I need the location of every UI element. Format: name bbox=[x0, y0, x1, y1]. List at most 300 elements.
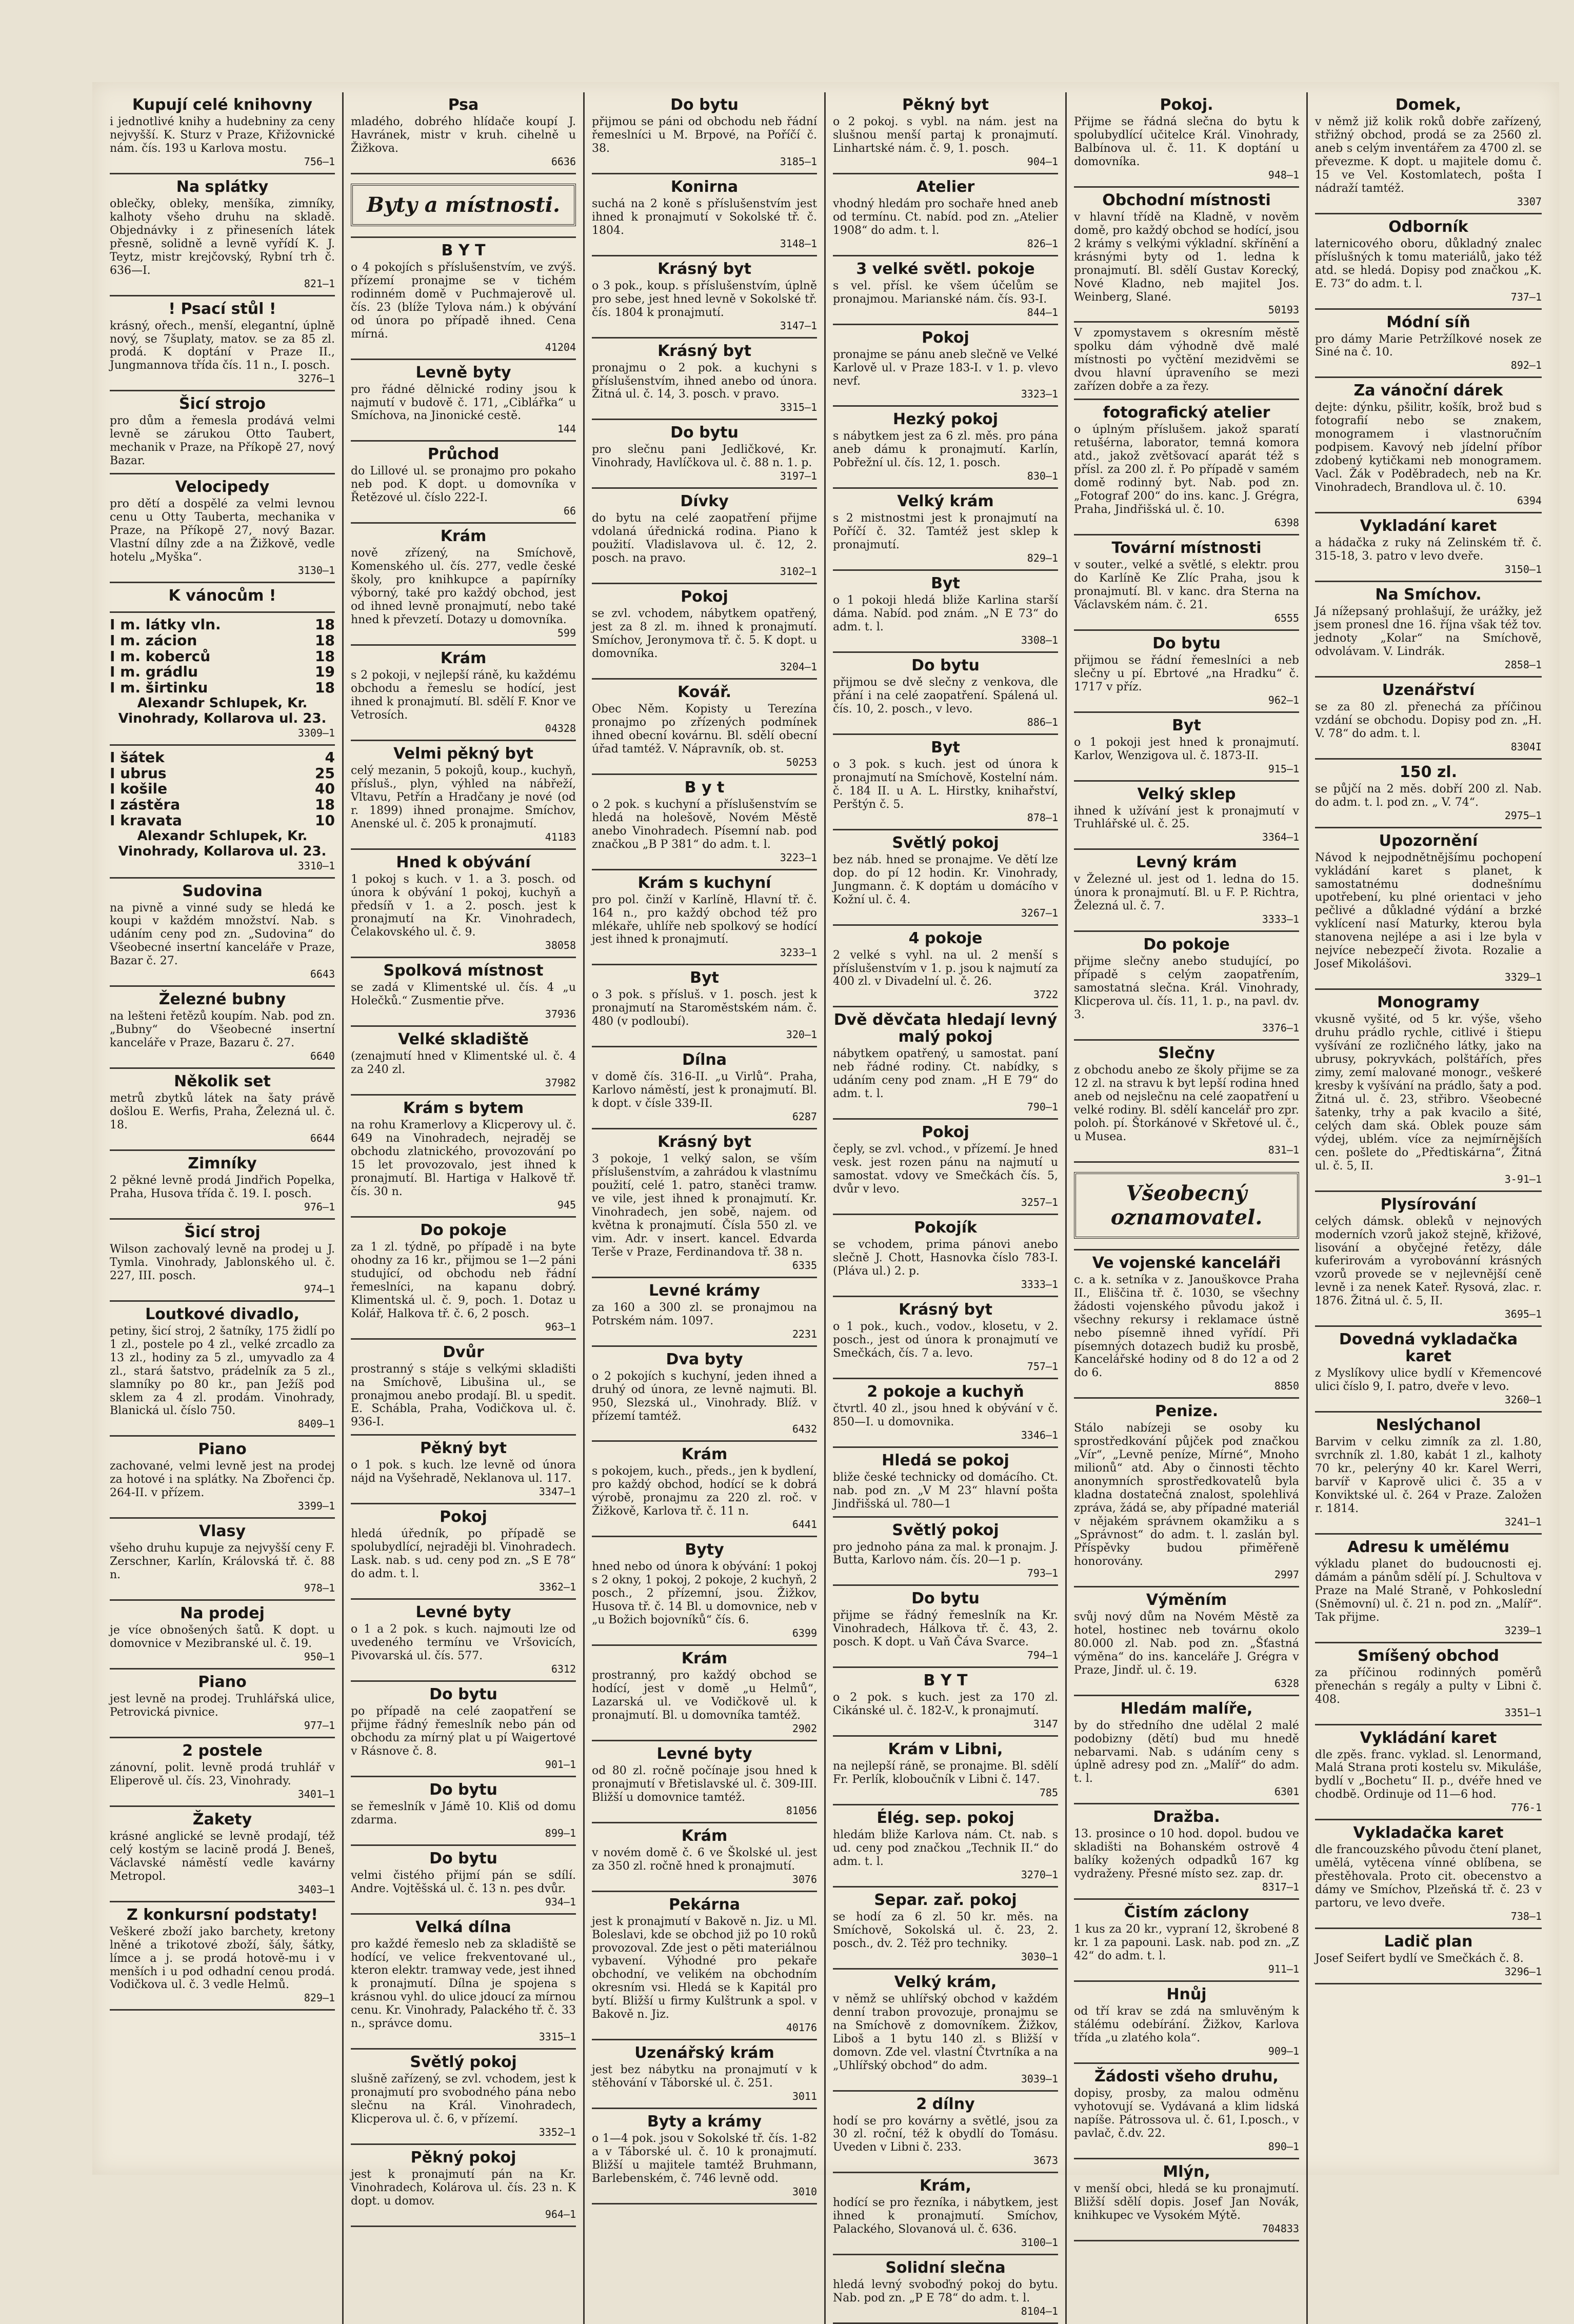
ad-heading: Levné krámy bbox=[649, 1281, 760, 1300]
ad-code: 3011 bbox=[792, 2090, 817, 2103]
ad-text: jest levně na prodej. Truhlářská ulice, Petrovická pivnice. bbox=[110, 1693, 335, 1719]
ad-heading: Dílna bbox=[682, 1051, 727, 1069]
ad-heading: Pokoj bbox=[681, 588, 728, 606]
classified-ad bbox=[351, 360, 576, 442]
ad-heading: Konirna bbox=[670, 177, 739, 196]
ad-text: nově zřízený, na Smíchově, Komenského ul. čís. 277, vedle české školy, pro knihkupce a papírníky výborný, také pro každý obchod, jest od ihned levně pronajmutí, nebo také hned k převzetí. Dotazy u domovníka. bbox=[351, 547, 576, 627]
ad-code: 3333—1 bbox=[1262, 913, 1299, 926]
ad-text: po případě na celé zaopatření se přijme řádný řemeslník nebo pán od obchodu za mírný plat u pí Waigertové v Rásnove č. 8. bbox=[351, 1704, 576, 1758]
ad-text: s vel. přísl. ke všem účelům se pronajmou. Marianské nám. čís. 93-I. bbox=[833, 279, 1058, 306]
classified-ad bbox=[833, 1215, 1058, 1297]
ad-code: 41183 bbox=[545, 830, 576, 843]
ad-code: 3-91—1 bbox=[1504, 1173, 1542, 1185]
ad-text: přijmou se dvě slečny z venkova, dle přání i na celé zaopatření. Spálená ul. čís. 10, 2. posch., v levo. bbox=[833, 676, 1058, 716]
ad-text: i jednotlivé knihy a hudebniny za ceny nejvyšší. K. Sturz v Praze, Křižovnické nám. čís. 193 u Karlova mostu. bbox=[110, 115, 335, 155]
classified-ad bbox=[833, 571, 1058, 653]
classified-ad bbox=[592, 680, 817, 775]
ad-heading: Krám bbox=[681, 1445, 728, 1464]
classified-ad bbox=[1074, 1399, 1299, 1587]
ad-text: 1 kus za 20 kr., vypraní 12, škrobené 8 kr. 1 za papouni. Lask. nab. pod zn. „Z 42“ do adm. t. l. bbox=[1074, 1923, 1299, 1963]
classified-ad bbox=[833, 174, 1058, 256]
ad-text: dle zpěs. franc. vyklad. sl. Lenormand, Malá Strana proti kostelu sv. Mikuláše, bydlí v „Bochetu“ II. p., dvéře hned ve chodbě. Ordinuje od 11—6 hod. bbox=[1315, 1748, 1542, 1801]
classified-ad bbox=[110, 1437, 335, 1519]
ad-text: zánovní, polit. levně prodá truhlář v Eliperově ul. čís. 23, Vinohrady. bbox=[110, 1761, 335, 1787]
ad-code: 976—1 bbox=[304, 1200, 335, 1213]
classified-ad bbox=[110, 583, 335, 613]
ad-heading: Krám v Libni, bbox=[888, 1740, 1003, 1759]
ad-code: 6287 bbox=[792, 1110, 817, 1123]
ad-code: 50193 bbox=[1268, 304, 1299, 316]
classified-ad bbox=[110, 1519, 335, 1601]
ad-code: 3346—1 bbox=[1021, 1428, 1058, 1441]
ad-heading: Piano bbox=[198, 1673, 247, 1692]
classified-ad bbox=[110, 1670, 335, 1738]
ad-heading: Krám bbox=[681, 1650, 728, 1668]
classified-ad bbox=[351, 741, 576, 850]
ad-heading: Do pokoje bbox=[1143, 936, 1230, 954]
ad-code: 974—1 bbox=[304, 1282, 335, 1295]
ad-code: 3241—1 bbox=[1504, 1515, 1542, 1528]
ad-heading: Dvě děvčata hledají levný malý pokoj bbox=[833, 1011, 1058, 1046]
section-title-box: Byty a místnosti. bbox=[351, 184, 576, 226]
ad-heading: Krásný byt bbox=[658, 1133, 751, 1151]
ad-heading: Pěkný byt bbox=[902, 96, 989, 114]
classified-ad bbox=[833, 2173, 1058, 2255]
classified-ad bbox=[110, 1302, 335, 1437]
ad-code: 38058 bbox=[545, 939, 576, 952]
classified-ad bbox=[833, 1586, 1058, 1668]
ad-heading: Žádosti všeho druhu, bbox=[1094, 2067, 1279, 2085]
price-value: 18 bbox=[315, 615, 335, 633]
classified-ad bbox=[110, 391, 335, 474]
ad-code: 50253 bbox=[786, 756, 817, 768]
ad-code: 3267—1 bbox=[1021, 906, 1058, 919]
ad-text: za 160 a 300 zl. se pronajmou na Potrském nám. 1097. bbox=[592, 1301, 817, 1327]
ad-signature: Alexandr Schlupek, Kr. Vinohrady, Kollarova ul. 23. bbox=[118, 828, 327, 859]
ad-text: 3 pokoje, 1 velký salon, se vším příslušenstvím, a zahrádou k vlastnímu použití, celé 1. patro, staněci tramw. ve vile, jest ihned k pronajmutí. Kr. Vinohradech, jen sobě, najem. od května k pronajmutí. Čísla 550 zl. ve vim. Adr. v insert. kancel. Edvarda Terše v Praze, Ferdinandova tř. 38 n. bbox=[592, 1153, 817, 1259]
ad-text: se za 80 zl. přenechá za příčinou vzdání se obchodu. Dopisy pod zn. „H. V. 78“ do adm. t. l. bbox=[1315, 700, 1542, 740]
ad-code: 3323—1 bbox=[1021, 388, 1058, 401]
classified-ad bbox=[833, 1970, 1058, 2092]
ad-code: 704833 bbox=[1262, 2222, 1299, 2235]
ad-text: hodí se pro kovárny a světlé, jsou za 30 zl. roční, též k obydlí do Tomásu. Uveden v Libni č. 233. bbox=[833, 2114, 1058, 2154]
ad-code: 2902 bbox=[792, 1722, 817, 1735]
classified-ad bbox=[351, 1915, 576, 2050]
ad-heading: Levné byty bbox=[656, 1744, 752, 1763]
ad-code: 785 bbox=[1039, 1786, 1058, 1799]
ad-code: 37936 bbox=[545, 1008, 576, 1021]
classified-ad bbox=[833, 1297, 1058, 1379]
classified-ad bbox=[592, 1892, 817, 2041]
ad-text: ihned k užívání jest k pronajmutí v Truhlářské ul. č. 25. bbox=[1074, 804, 1299, 831]
ad-code: 909—1 bbox=[1268, 2044, 1299, 2057]
classified-ad bbox=[1074, 1163, 1299, 1250]
ad-text: se zvl. vchodem, nábytkem opatřený, jest za 8 zl. m. ihned k pronajmutí. Smíchov, Jeronymova tř. č. 5. K dopt. u domovníka. bbox=[592, 607, 817, 661]
price-row bbox=[110, 649, 335, 665]
classified-ad bbox=[110, 1807, 335, 1902]
ad-heading: B y t bbox=[684, 778, 725, 797]
classified-ad bbox=[833, 1448, 1058, 1518]
classified-ad bbox=[1315, 214, 1542, 310]
ad-code: 3148—1 bbox=[780, 237, 817, 250]
ad-heading: Čistím záclony bbox=[1124, 1903, 1249, 1922]
classified-ad bbox=[1074, 92, 1299, 188]
ad-text: celý mezanin, 5 pokojů, koup., kuchyň, přísluš., plyn, výhled na nábřeží, Vltavu, Petřín a Hradčany je nové (od r. 1899) ihned pronajme. Smíchov, Anenské ul. č. 205 k pronajmutí. bbox=[351, 764, 576, 830]
price-value: 18 bbox=[315, 796, 335, 813]
column-3 bbox=[585, 92, 826, 2324]
classified-ad bbox=[1315, 582, 1542, 678]
ad-code: 3673 bbox=[1033, 2154, 1058, 2167]
ad-code: 757—1 bbox=[1027, 1360, 1058, 1373]
ad-heading: Z konkursní podstaty! bbox=[127, 1905, 318, 1924]
classified-ad bbox=[351, 1436, 576, 1504]
ad-code: 6432 bbox=[792, 1423, 817, 1436]
ad-text: se půjčí na 2 měs. dobří 200 zl. Nab. do adm. t. l. pod zn. „ V. 74“. bbox=[1315, 782, 1542, 809]
ad-text: na pivně a vinné sudy se hledá ke koupi v každém množství. Nab. s udáním ceny pod zn. „Sudovina“ do Všeobecné insertní kanceláře v Praze, Bazar č. 27. bbox=[110, 901, 335, 968]
ad-heading: Ladič plan bbox=[1384, 1933, 1473, 1951]
ad-text: hledám bliže Karlova nám. Ct. nab. s ud. ceny pod značkou „Technik II.“ do adm. t. l. bbox=[833, 1829, 1058, 1868]
ad-heading: Do bytu bbox=[429, 1780, 497, 1799]
ad-heading: Solidní slečna bbox=[885, 2259, 1006, 2277]
classified-ad bbox=[351, 2145, 576, 2227]
ad-code: 3276—1 bbox=[297, 372, 335, 385]
classified-ad bbox=[110, 1601, 335, 1670]
ad-text: 2 velké s vyhl. na ul. 2 menší s příslušenstvím v 1. p. jsou k najmutí za 400 zl. v Divadelní ul. č. 26. bbox=[833, 948, 1058, 988]
ad-code: 904—1 bbox=[1027, 155, 1058, 168]
ad-text: čtvrtl. 40 zl., jsou hned k obývání v č. 850—I. u domovnika. bbox=[833, 1402, 1058, 1428]
ad-code: 3239—1 bbox=[1504, 1624, 1542, 1637]
ad-text: suchá na 2 koně s příslušenstvím jest ihned k pronajmutí v Sokolské tř. č. 1804. bbox=[592, 197, 817, 237]
column-6 bbox=[1308, 92, 1549, 2324]
ad-text: Josef Seifert bydlí ve Smečkách č. 8. bbox=[1315, 1952, 1524, 1965]
classified-ad bbox=[110, 1151, 335, 1220]
classified-ad bbox=[351, 1504, 576, 1600]
ad-text: přijmou se páni od obchodu neb řádní řemeslníci u M. Brpové, na Poříčí č. 38. bbox=[592, 115, 817, 155]
ad-code: 6643 bbox=[310, 968, 335, 981]
classified-ad bbox=[1074, 1900, 1299, 1982]
ad-text: pronajme se pánu aneb slečně ve Velké Karlově ul. v Praze 183-I. v 1. p. vlevo nevf. bbox=[833, 348, 1058, 388]
classified-ad bbox=[1315, 1327, 1542, 1413]
classified-ad bbox=[1074, 188, 1299, 323]
ad-code: 3102—1 bbox=[780, 565, 817, 578]
ad-text: s 2 mistnostmi jest k pronajmutí na Poříčí č. 32. Tamtéž jest sklep k pronajmutí. bbox=[833, 512, 1058, 552]
classified-ad bbox=[833, 407, 1058, 489]
ad-heading: ! Psací stůl ! bbox=[168, 300, 276, 318]
ad-heading: Výměním bbox=[1146, 1591, 1227, 1609]
ad-code: 3315—1 bbox=[539, 2031, 576, 2043]
ad-code: 3296—1 bbox=[1504, 1965, 1542, 1978]
ad-heading: Do bytu bbox=[911, 657, 980, 675]
ad-heading: Levné byty bbox=[415, 1603, 511, 1622]
ad-heading: Odborník bbox=[1388, 217, 1468, 236]
ad-heading: Pokojík bbox=[914, 1219, 977, 1237]
ad-code: 41204 bbox=[545, 341, 576, 353]
ad-code: 756—1 bbox=[304, 155, 335, 168]
ad-text: pro jednoho pána za mal. k pronajm. J. Butta, Karlovo nám. čís. 20—1 p. bbox=[833, 1540, 1058, 1567]
ad-text: pro dětí a dospělé za velmi levnou cenu u Otty Tauberta, mechanika v Praze, na Příkopě 27, nový Bazar. Vlastní dílny zde a na Žižkově, vedle hotelu „Myška“. bbox=[110, 498, 335, 564]
ad-text: do bytu na celé zaopatření přijme vdolaná úřednická rodina. Piano k použití. Vladislavova ul. č. 12, 2. posch. na pravo. bbox=[592, 512, 817, 565]
ad-code: 6441 bbox=[792, 1518, 817, 1531]
ad-heading: 2 pokoje a kuchyň bbox=[867, 1382, 1024, 1401]
ad-code: 40176 bbox=[786, 2021, 817, 2034]
price-value: 10 bbox=[315, 811, 335, 829]
ad-code: 3401—1 bbox=[297, 1787, 335, 1800]
classified-ad bbox=[110, 1220, 335, 1302]
column-1 bbox=[103, 92, 344, 2324]
classified-ad bbox=[592, 1129, 817, 1278]
classified-ad bbox=[1074, 782, 1299, 850]
ad-heading: Krám bbox=[681, 1826, 728, 1845]
ad-heading: Pekárna bbox=[669, 1895, 740, 1914]
classified-ad bbox=[110, 92, 335, 174]
ad-text: hned nebo od února k obývání: 1 pokoj s 2 okny, 1 pokoj, 2 pokoje, 2 kuchyň, 2 posch., 2 přízemní, jsou. Žižkov, Husova tř. č. 14 Bl. u domovnice, neb v „u Božich bojovníků“ čís. 6. bbox=[592, 1560, 817, 1627]
ad-text: přijme slečny anebo studující, po případě s celým zaopatřením, samostatná slečna. Král. Vinohrady, Klicperova ul. čís. 11, 1. p., na pavl. dv. 3. bbox=[1074, 955, 1299, 1022]
ad-text: dopisy, prosby, za malou odměnu vyhotovují se. Vydávaná a klim lidská napíše. Pátrossova ul. č. 61, I.posch., v pavlač, č.dv. 22. bbox=[1074, 2087, 1299, 2140]
ad-heading: Do bytu bbox=[429, 1685, 497, 1703]
ad-text: v menší obci, hledá se ku pronajmutí. Bližší sdělí dopis. Josef Jan Novák, knihkupec ve Vysokém Mýtě. bbox=[1074, 2182, 1299, 2222]
ad-text: Já nížepsaný prohlašují, že urážky, jež jsem pronesl dne 16. října však též tov. jednoty „Kolar“ na Smíchově, odvolávam. V. Lindrák. bbox=[1315, 605, 1542, 658]
ad-heading: K vánocům ! bbox=[168, 586, 276, 605]
ad-text: zachované, velmi levně jest na prodej za hotové i na splátky. Na Zbořenci čp. 264-II. v přízem. bbox=[110, 1460, 335, 1500]
ad-heading: Slečny bbox=[1158, 1044, 1215, 1063]
ad-text: V zpomystavem s okresním městě spolku dám výhodně dvě malé místnosti po vyčtění mezidvěmi se dvou hlavní úpraveního se mezi zařízen dobře a za řezy. bbox=[1074, 327, 1299, 393]
classified-ad bbox=[110, 1738, 335, 1807]
ad-text: se hodí za 6 zl. 50 kr. měs. na Smíchově, Sokolská ul. č. 23, 2. posch., dv. 2. Též pro techniky. bbox=[833, 1910, 1058, 1950]
ad-heading: Ve vojenské kanceláři bbox=[1092, 1254, 1281, 1272]
ad-heading: fotografický atelier bbox=[1103, 404, 1270, 422]
classified-ad bbox=[833, 735, 1058, 830]
classified-ad bbox=[351, 1600, 576, 1682]
ad-heading: 2 postele bbox=[182, 1741, 263, 1760]
ad-text: hledá levný svoboďný pokoj do bytu. Nab. pod zn. „P E 78“ do adm. t. l. bbox=[833, 2278, 1058, 2305]
ad-code: 3309—1 bbox=[297, 726, 335, 739]
ad-heading: Uzenářství bbox=[1382, 681, 1475, 699]
price-item: I m. grádlu bbox=[110, 663, 198, 681]
price-row bbox=[110, 766, 335, 782]
ad-heading: Uzenářský krám bbox=[634, 2044, 774, 2062]
price-row bbox=[110, 750, 335, 766]
classified-ad bbox=[1074, 1041, 1299, 1163]
ad-text: o 3 pok. s kuch. jest od února k pronajmutí na Smíchově, Kostelní nám. č. 184 II. u A. L. Hirstky, knihařství, Perštýn č. 5. bbox=[833, 758, 1058, 811]
ad-text: oblečky, obleky, menšíka, zimníky, kalhoty všeho druhu na skladě. Objednávky i z přineseních látek přesně, solidně a levně vyřídí K. J. Teytz, mistr krejčovský, Rybní trh č. 636—I. bbox=[110, 197, 335, 277]
classified-ad bbox=[592, 1047, 817, 1129]
ad-text: se zadá v Klimentské ul. čís. 4 „u Holečků.“ Zusmentie přve. bbox=[351, 981, 576, 1008]
ad-heading: B Y T bbox=[441, 241, 486, 260]
ad-heading: Na splátky bbox=[176, 177, 269, 196]
ad-heading: Monogramy bbox=[1377, 994, 1480, 1012]
ad-code: 3403—1 bbox=[297, 1883, 335, 1896]
ad-text: v Železné ul. jest od 1. ledna do 15. února k pronajmutí. Bl. u F. P. Richtra, Železná ul. č. 7. bbox=[1074, 873, 1299, 913]
price-item: I šátek bbox=[110, 748, 165, 766]
classified-ad bbox=[1074, 323, 1299, 400]
ad-text: v němž již kolik roků dobře zařízený, střižný obchod, prodá se za 2560 zl. aneb s celým inventářem za 4700 zl. se převezme. K dopt. u majitele domu č. 15 ve Vel. Kostomlatech, pošta I nádraží tamtéž. bbox=[1315, 115, 1542, 195]
classified-ad bbox=[592, 92, 817, 174]
price-value: 18 bbox=[315, 647, 335, 665]
ad-code: 3315—1 bbox=[780, 401, 817, 414]
ad-code: 911—1 bbox=[1268, 1963, 1299, 1976]
price-row bbox=[110, 680, 335, 696]
classified-ad bbox=[351, 850, 576, 959]
classified-ad bbox=[110, 1069, 335, 1151]
ad-heading: Hezký pokoj bbox=[893, 410, 998, 429]
classified-ad bbox=[110, 1902, 335, 2011]
ad-code: 978—1 bbox=[304, 1582, 335, 1595]
ad-text: s 2 pokoji, v nejlepší ráně, ku každému obchodu a řemeslu se hodící, jest ihned k pronajmutí. Bl. sdělí F. Knor ve Vetrosích. bbox=[351, 669, 576, 722]
ad-text: o 3 pok. s přísluš. v 1. posch. jest k pronajmutí na Staroměstském nám. č. 480 (v podloubí). bbox=[592, 988, 817, 1028]
classified-ad bbox=[833, 325, 1058, 407]
ad-text: pro každé řemeslo neb za skladiště se hodící, ve velice frekventované ul., kteron elektr. tramway vede, jest ihned k pronajmutí. Dílna je spojena s krásnou vyhl. do ulice jdoucí za mírnou cenu. Kr. Vinohrady, Palackého tř. č. 33 n., správce domu. bbox=[351, 1937, 576, 2031]
ad-code: 964—1 bbox=[545, 2208, 576, 2220]
ad-code: 963—1 bbox=[545, 1320, 576, 1333]
ad-heading: Hnůj bbox=[1166, 1985, 1207, 2004]
ad-text: pro dům a řemesla prodává velmi levně se zárukou Otto Taubert, mechanik v Praze, na Příkopě 27, nový Bazar. bbox=[110, 414, 335, 468]
classified-ad bbox=[592, 2040, 817, 2109]
ad-text: a hádačka z ruky ná Zelinském tř. č. 315-18, 3. patro v levo dveře. bbox=[1315, 537, 1542, 563]
ad-code: 6399 bbox=[792, 1627, 817, 1640]
ad-text: přijme se řádný řemeslník na Kr. Vinohradech, Hálkova tř. č. 43, 2. posch. K dopt. u Vaň Čáva Svarce. bbox=[833, 1609, 1058, 1649]
ad-code: 737—1 bbox=[1510, 290, 1542, 303]
ad-heading: Spolková místnost bbox=[383, 962, 544, 980]
classified-ad bbox=[1315, 1535, 1542, 1643]
classified-ad bbox=[833, 653, 1058, 735]
price-value: 18 bbox=[315, 631, 335, 649]
ad-heading: Do bytu bbox=[670, 96, 739, 114]
ad-code: 144 bbox=[557, 423, 576, 435]
ad-code: 3204—1 bbox=[780, 660, 817, 673]
classified-ad bbox=[833, 2255, 1058, 2324]
ad-text: s nábytkem jest za 6 zl. měs. pro pána aneb dámu k pronajmutí. Karlín, Pobřežní ul. čís. 12, 1. posch. bbox=[833, 430, 1058, 470]
ad-code: 3308—1 bbox=[1021, 634, 1058, 647]
ad-text: velmi čistého přijmí pán se sdílí. Andre. Vojtěšská ul. č. 13 n. pes dvůr. bbox=[351, 1869, 576, 1895]
classified-ad bbox=[351, 1340, 576, 1436]
ad-code: 8317—1 bbox=[1262, 1881, 1299, 1894]
ad-heading: Na Smíchov. bbox=[1375, 586, 1482, 604]
ad-code: 8409—1 bbox=[297, 1418, 335, 1431]
ad-heading: Železné bubny bbox=[158, 990, 286, 1009]
ad-code: 3257—1 bbox=[1021, 1196, 1058, 1209]
classified-ad bbox=[592, 1823, 817, 1892]
ad-code: 794—1 bbox=[1027, 1649, 1058, 1662]
ad-code: 3722 bbox=[1033, 988, 1058, 1001]
ad-heading: Byt bbox=[1172, 716, 1201, 734]
ad-text: Obec Něm. Kopisty u Terezína pronajmo po zřízených podmínek ihned obecní kovárnu. Bl. sdělí obecní úřad tamtéž. V. Nápravník, ob. st. bbox=[592, 702, 817, 756]
column-5 bbox=[1067, 92, 1308, 2324]
ad-code: 831—1 bbox=[1268, 1143, 1299, 1156]
ad-code: 3310—1 bbox=[297, 859, 335, 872]
ad-code: 8104—1 bbox=[1021, 2305, 1058, 2318]
ad-heading: Pokoj bbox=[440, 1508, 487, 1526]
classified-ad bbox=[1074, 850, 1299, 932]
newspaper-page bbox=[92, 82, 1559, 2318]
ad-heading: Dva byty bbox=[666, 1350, 743, 1368]
price-item: I kravata bbox=[110, 811, 182, 829]
columns-grid bbox=[103, 92, 1549, 2318]
price-item: I košile bbox=[110, 780, 168, 798]
ad-text: Wilson zachovalý levně na prodej u J. Tymla. Vinohrady, Jablonského ul. č. 227, III. posch. bbox=[110, 1242, 335, 1282]
ad-text: v souter., velké a světlé, s elektr. prou do Karlíně Ke Zlíc Praha, jsou k pronajmutí. Bl. v kanc. dra Sterna na Václavském nám. č. 21. bbox=[1074, 558, 1299, 611]
ad-code: 901—1 bbox=[545, 1758, 576, 1771]
classified-ad bbox=[110, 174, 335, 296]
ad-heading: Penize. bbox=[1154, 1402, 1219, 1421]
classified-ad bbox=[592, 1442, 817, 1537]
classified-ad bbox=[1074, 1982, 1299, 2064]
classified-ad bbox=[833, 926, 1058, 1008]
ad-text: všeho druhu kupuje za nejvyšší ceny F. Zerschner, Karlín, Královská tř. č. 88 n. bbox=[110, 1542, 335, 1582]
ad-heading: 2 dílny bbox=[916, 2095, 975, 2113]
ad-code: 2231 bbox=[792, 1327, 817, 1340]
ad-heading: Smíšený obchod bbox=[1357, 1646, 1500, 1665]
price-row bbox=[110, 664, 335, 680]
classified-ad bbox=[592, 870, 817, 966]
ad-text: Veškeré zboží jako barchety, kretony lněné a trikotové zboží, šály, šátky, límce a j. se prodá hotově-mu i v menších i u pod odhadní cenou prodá. Vodičkova ul. č. 3 vedle Helmů. bbox=[110, 1925, 335, 1992]
ad-code: 3030—1 bbox=[1021, 1950, 1058, 1963]
ad-code: 3150—1 bbox=[1504, 563, 1542, 576]
classified-ad bbox=[351, 92, 576, 174]
column-2 bbox=[344, 92, 585, 2324]
price-row bbox=[110, 781, 335, 797]
price-item: I m. látky vln. bbox=[110, 615, 221, 633]
ad-heading: Dvůr bbox=[443, 1343, 484, 1361]
ad-heading: Šicí strojo bbox=[179, 395, 266, 413]
ad-text: Návod k nejpodnětnějšímu pochopení vykládání karet s planet, k samostatnému dodnešnímu upotřebení, ku plné orientaci v jeho pečlivé a důkladné výdání a brzké vyklícení nasí Maturky, kterou byla stanovena nejlépe a asi i lze byla v nejvíce nebezpečí života. Rozalie a Josef Mikolášovi. bbox=[1315, 851, 1542, 971]
ad-code: 3233—1 bbox=[780, 946, 817, 959]
classified-ad bbox=[110, 296, 335, 392]
ad-text: o 3 pok., koup. s příslušenstvím, úplně pro sebe, jest hned levně v Sokolské tř. čís. 1804 k pronajmutí. bbox=[592, 279, 817, 319]
classified-ad bbox=[833, 256, 1058, 325]
ad-heading: Dovedná vykladačka karet bbox=[1339, 1330, 1518, 1366]
classified-ad bbox=[1074, 2159, 1299, 2241]
ad-code: 3185—1 bbox=[780, 155, 817, 168]
ad-text: hodící se pro řezníka, i nábytkem, jest ihned k pronajmutí. Smíchov, Palackého, Slovanová ul. č. 636. bbox=[833, 2196, 1058, 2236]
ad-text: o 2 pok. s kuchyní a příslušenstvím se hledá na holešově, Novém Městě anebo Vinohradech. Písemní nab. pod značkou „B P 381“ do adm. t. l. bbox=[592, 798, 817, 851]
ad-text: krásné anglické se levně prodají, též celý kostým se lacině prodá J. Beneš, Václavské náměstí vedle kavárny Metropol. bbox=[110, 1830, 335, 1883]
ad-text: dejte: dýnku, pšilitr, košík, brož bud s fotografií nebo se znakem, monogramem i vlastnoručním podpisem. Kavový neb jídelní příbor zdobený kytičkami neb monogramem. Vacl. Žák v Poděbradech, neb na Kr. Vinohradech, Brandlova ul. č. 10. bbox=[1315, 401, 1542, 494]
ad-code: 915—1 bbox=[1268, 762, 1299, 775]
ad-heading: Krám, bbox=[920, 2177, 971, 2195]
ad-heading: Neslýchanol bbox=[1376, 1416, 1481, 1435]
ad-heading: Tovární místnosti bbox=[1111, 539, 1262, 557]
ad-text: vhodný hledám pro sochaře hned aneb od termínu. Ct. nabíd. pod zn. „Atelier 1908“ do adm. t. l. bbox=[833, 197, 1058, 237]
ad-code: 6312 bbox=[551, 1662, 576, 1675]
ad-code: 3147—1 bbox=[780, 319, 817, 332]
ad-heading: Šicí stroj bbox=[184, 1223, 261, 1241]
ad-text: o úplným příslušem. jakož sparatí retušérna, laborator, temná komora atd., jakož zvětšovací aparát též s přísl. za 200 zl. ř. Po případě v samém domě rodinný byt. Nab. pod zn. „Fotograf 200“ do ins. kanc. J. Grégra, Praha, Jindřišská ul. č. 10. bbox=[1074, 423, 1299, 516]
classified-ad bbox=[833, 489, 1058, 571]
ad-heading: Průchod bbox=[427, 445, 500, 464]
ad-heading: Hned k obývání bbox=[396, 853, 531, 871]
ad-text: v hlavní třídě na Kladně, v nověm domě, pro každý obchod se hodící, jsou 2 krámy s velkými výkladní. skřínění a krásnými byty od 1. ledna k pronajmutí. Bl. sdělí Gustav Korecký, Nové Kladno, neb majitel Jos. Weinberg, Slané. bbox=[1074, 210, 1299, 304]
ad-heading: Žakety bbox=[192, 1810, 252, 1829]
classified-ad bbox=[592, 1347, 817, 1442]
ad-code: 829—1 bbox=[1027, 552, 1058, 565]
ad-heading: Do bytu bbox=[911, 1590, 980, 1608]
classified-ad bbox=[592, 584, 817, 680]
ad-code: 948—1 bbox=[1268, 168, 1299, 181]
classified-ad bbox=[833, 1007, 1058, 1120]
ad-code: 6555 bbox=[1274, 611, 1299, 624]
ad-heading: Pěkný byt bbox=[420, 1439, 507, 1458]
ad-heading: Byt bbox=[931, 574, 960, 593]
classified-ad bbox=[1315, 378, 1542, 513]
ad-heading: Velký krám bbox=[897, 492, 994, 511]
classified-ad bbox=[1074, 400, 1299, 535]
classified-ad bbox=[592, 775, 817, 870]
classified-ad bbox=[351, 1846, 576, 1915]
ad-heading: Obchodní místnosti bbox=[1102, 191, 1271, 209]
ad-heading: Do bytu bbox=[670, 424, 739, 442]
ad-text: o 2 pokoj. s vybl. na nám. jest na slušnou menší partaj k pronajmutí. Linhartské nám. č. 9, 1. posch. bbox=[833, 115, 1058, 155]
ad-text: výkladu planet do budoucnosti ej. dámám a pánům sdělí pí. J. Schultova v Praze na Malé Straně, v Pohkoslední (Sněmovní) ul. č. 21 n. pod zn. „Malíř“. Tak přijme. bbox=[1315, 1557, 1542, 1624]
